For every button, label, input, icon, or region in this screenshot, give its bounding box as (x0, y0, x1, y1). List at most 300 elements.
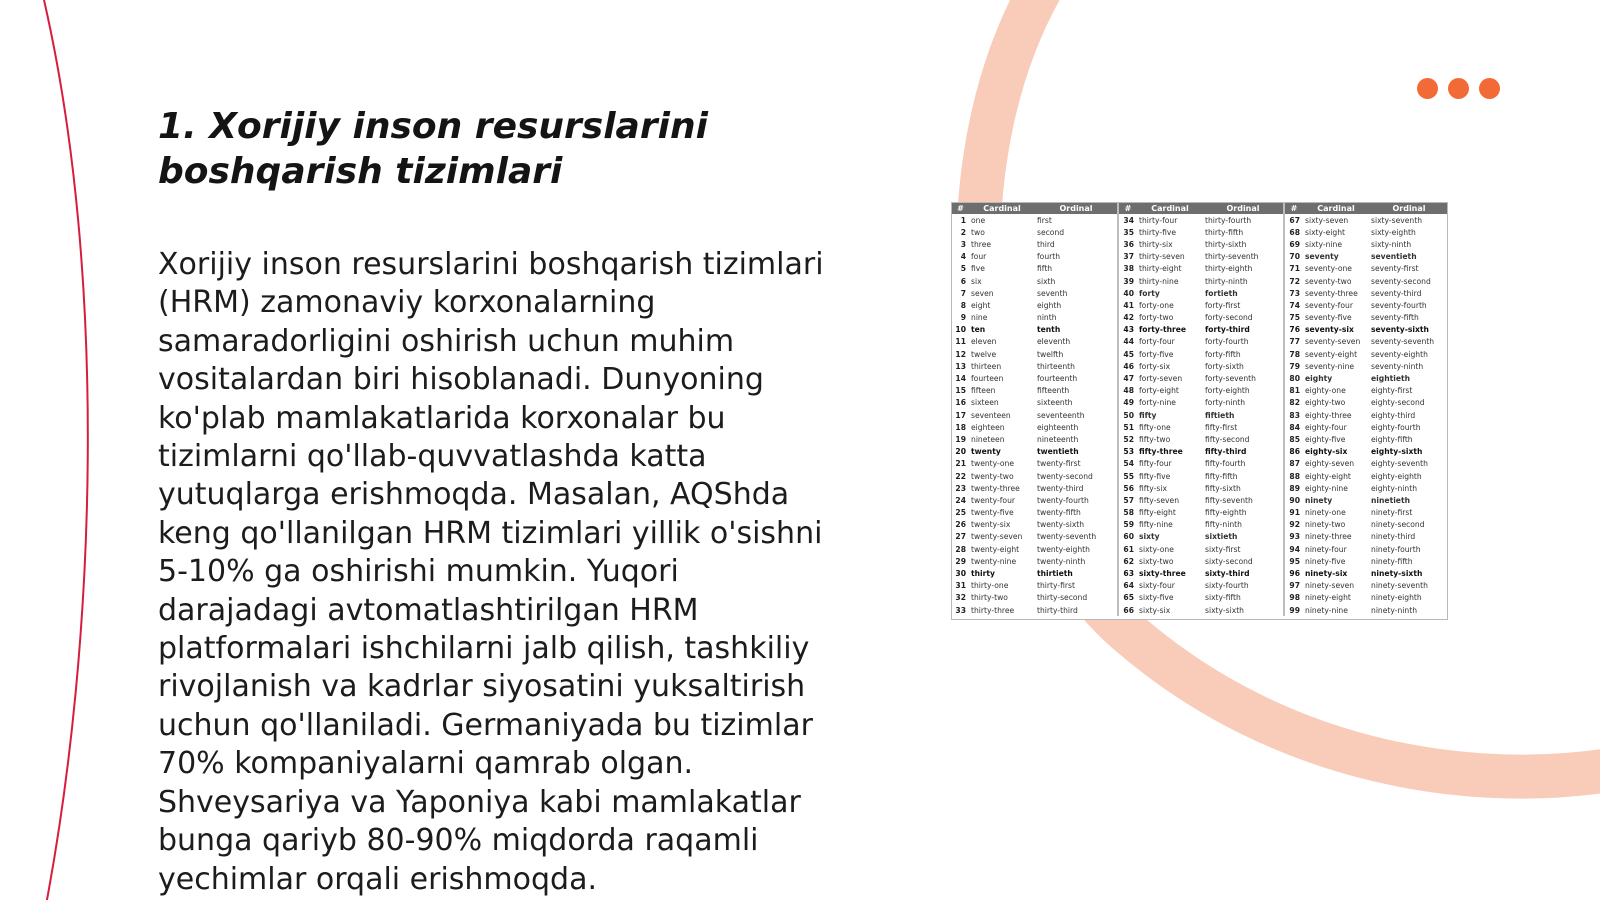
table-ordinal-cell: ninety-second (1371, 520, 1425, 530)
table-number-cell: 69 (1284, 238, 1303, 250)
table-cardinal-cell: seventeen (971, 410, 1011, 420)
table-ordinal-cell: sixth (1037, 276, 1056, 286)
table-ordinal-cell: ninety-seventh (1371, 581, 1428, 591)
table-cardinal-cell: forty-eight (1139, 386, 1179, 396)
table-ordinal-cell: ninety-fifth (1371, 556, 1413, 566)
table-number-cell: 97 (1284, 580, 1303, 592)
table-ordinal-cell: forty-sixth (1205, 361, 1244, 371)
table-ordinal-cell: twenty-fifth (1037, 508, 1081, 518)
table-ordinal-cell: sixty-eighth (1371, 227, 1416, 237)
table-number-cell: 56 (1118, 482, 1137, 494)
table-ordinal-cell: seventy-third (1371, 288, 1422, 298)
table-ordinal-cell: sixty-seventh (1371, 215, 1423, 225)
table-ordinal-cell: eighty-eighth (1371, 471, 1422, 481)
dot-icon (1448, 78, 1469, 99)
table-number-cell: 21 (955, 459, 966, 469)
table-cardinal-cell: eighteen (971, 422, 1005, 432)
table-number-cell: 47 (1118, 372, 1137, 384)
table-number-cell: 20 (955, 447, 966, 457)
table-number-cell: 55 (1118, 470, 1137, 482)
table-row (952, 433, 1448, 445)
table-ordinal-cell: eightieth (1371, 374, 1411, 384)
table-number-cell: 38 (1118, 263, 1137, 275)
table-number-cell: 89 (1284, 482, 1303, 494)
table-ordinal-cell: ninety-ninth (1371, 605, 1418, 615)
table-ordinal-cell: forty-second (1205, 313, 1253, 323)
table-cardinal-cell: sixty-seven (1305, 215, 1349, 225)
table-row (952, 348, 1448, 360)
table-cardinal-cell: eighty-three (1305, 410, 1352, 420)
table-ordinal-cell: fourth (1037, 252, 1061, 262)
table-row (952, 470, 1448, 482)
table-cardinal-cell: sixty-one (1139, 544, 1174, 554)
table-cardinal-cell: twelve (971, 349, 997, 359)
table-ordinal-cell: nineteenth (1037, 434, 1079, 444)
table-number-cell: 8 (960, 300, 966, 310)
table-cardinal-cell: twenty-five (971, 508, 1014, 518)
table-ordinal-cell: twenty-eighth (1037, 544, 1090, 554)
table-number-cell: 40 (1118, 287, 1137, 299)
table-header-cell: # (952, 203, 969, 214)
table-cardinal-cell: ninety (1305, 495, 1333, 505)
table-number-cell: 22 (955, 471, 966, 481)
table-ordinal-cell: eighty-fifth (1371, 434, 1413, 444)
table-number-cell: 95 (1284, 555, 1303, 567)
table-number-cell: 85 (1284, 433, 1303, 445)
table-ordinal-cell: fifty-ninth (1205, 520, 1242, 530)
table-ordinal-cell: thirty-ninth (1205, 276, 1248, 286)
table-number-cell: 13 (955, 361, 966, 371)
table-number-cell: 18 (955, 422, 966, 432)
table-ordinal-cell: seventeenth (1037, 410, 1085, 420)
table-number-cell: 72 (1284, 275, 1303, 287)
table-ordinal-cell: second (1037, 227, 1065, 237)
table-ordinal-cell: sixty-third (1205, 569, 1250, 579)
table-ordinal-cell: fifty-sixth (1205, 483, 1241, 493)
table-cardinal-cell: forty-four (1139, 337, 1175, 347)
table-cardinal-cell: fifty-two (1139, 434, 1171, 444)
table-ordinal-cell: ninety-eighth (1371, 593, 1422, 603)
table-ordinal-cell: seventy-second (1371, 276, 1431, 286)
table-number-cell: 28 (955, 544, 966, 554)
table-number-cell: 9 (960, 313, 966, 323)
table-ordinal-cell: thirty-sixth (1205, 239, 1247, 249)
table-cardinal-cell: forty-seven (1139, 374, 1183, 384)
table-ordinal-cell: eighteenth (1037, 422, 1079, 432)
table-cardinal-cell: eighty-eight (1305, 471, 1351, 481)
table-cardinal-cell: fifty (1139, 410, 1157, 420)
table-ordinal-cell: ninety-third (1371, 532, 1416, 542)
table-number-cell: 71 (1284, 263, 1303, 275)
table-number-cell: 68 (1284, 226, 1303, 238)
table-cardinal-cell: eighty (1305, 374, 1333, 384)
table-ordinal-cell: ninety-sixth (1371, 569, 1423, 579)
dot-icon (1417, 78, 1438, 99)
table-cardinal-cell: fifty-seven (1139, 495, 1180, 505)
table-ordinal-cell: thirteenth (1037, 361, 1075, 371)
table-cardinal-cell: eighty-one (1305, 386, 1346, 396)
table-ordinal-cell: fifty-fifth (1205, 471, 1238, 481)
table-cardinal-cell: ninety-two (1305, 520, 1346, 530)
table-number-cell: 58 (1118, 507, 1137, 519)
table-cardinal-cell: fifty-eight (1139, 508, 1176, 518)
table-row (952, 604, 1448, 616)
left-accent-line (44, 0, 88, 900)
table-row (952, 482, 1448, 494)
table-number-cell: 41 (1118, 299, 1137, 311)
table-number-cell: 15 (955, 386, 966, 396)
table-ordinal-cell: twenty-first (1037, 459, 1081, 469)
table-cardinal-cell: eighty-five (1305, 434, 1346, 444)
table-ordinal-cell: fourteenth (1037, 374, 1078, 384)
table-number-cell: 2 (960, 227, 966, 237)
table-number-cell: 54 (1118, 458, 1137, 470)
table-cardinal-cell: forty (1139, 288, 1160, 298)
table-row (952, 238, 1448, 250)
table-ordinal-cell: eighty-second (1371, 398, 1425, 408)
table-number-cell: 12 (955, 349, 966, 359)
table-cardinal-cell: forty-five (1139, 349, 1174, 359)
table-cardinal-cell: ninety-one (1305, 508, 1346, 518)
table-number-cell: 36 (1118, 238, 1137, 250)
table-ordinal-cell: seventy-fourth (1371, 300, 1427, 310)
table-cardinal-cell: seventy-eight (1305, 349, 1358, 359)
table-number-cell: 30 (955, 569, 966, 579)
table-cardinal-cell: fourteen (971, 374, 1004, 384)
table-cardinal-cell: twenty-three (971, 483, 1020, 493)
table-ordinal-cell: sixtieth (1205, 532, 1238, 542)
table-number-cell: 59 (1118, 519, 1137, 531)
table-ordinal-cell: fifty-fourth (1205, 459, 1246, 469)
table-body (952, 214, 1448, 616)
table-cardinal-cell: forty-three (1139, 325, 1187, 335)
table-cardinal-cell: fifty-six (1139, 483, 1167, 493)
table-row (952, 324, 1448, 336)
table-cardinal-cell: sixty (1139, 532, 1160, 542)
table-number-cell: 11 (955, 337, 966, 347)
slide-title: 1. Xorijiy inson resurslarini boshqarish tizimlari (158, 106, 708, 192)
table-cardinal-cell: seventy-six (1305, 325, 1354, 335)
table-ordinal-cell: eighty-first (1371, 386, 1413, 396)
table-ordinal-cell: ninetieth (1371, 495, 1410, 505)
table-ordinal-cell: fiftieth (1205, 410, 1235, 420)
table-cardinal-cell: forty-two (1139, 313, 1174, 323)
table-cardinal-cell: twenty-one (971, 459, 1015, 469)
table-number-cell: 14 (955, 374, 966, 384)
table-ordinal-cell: ninety-first (1371, 508, 1413, 518)
table-header-row (952, 203, 1448, 214)
table-row (952, 275, 1448, 287)
table-row (952, 494, 1448, 506)
table-ordinal-cell: fifty-eighth (1205, 508, 1247, 518)
table-number-cell: 62 (1118, 555, 1137, 567)
table-ordinal-cell: ninth (1037, 313, 1057, 323)
table-number-cell: 87 (1284, 458, 1303, 470)
table-ordinal-cell: ninety-fourth (1371, 544, 1421, 554)
table-header-cell: Cardinal (969, 203, 1035, 214)
table-ordinal-cell: fifth (1037, 264, 1053, 274)
table-row (952, 409, 1448, 421)
table-number-cell: 53 (1118, 446, 1137, 458)
table-cardinal-cell: sixty-five (1139, 593, 1174, 603)
table-number-cell: 43 (1118, 324, 1137, 336)
table-cardinal-cell: ninety-six (1305, 569, 1348, 579)
table-number-cell: 70 (1284, 251, 1303, 263)
table-cardinal-cell: eighty-seven (1305, 459, 1355, 469)
table-ordinal-cell: twenty-ninth (1037, 556, 1086, 566)
table-cardinal-cell: nine (971, 313, 988, 323)
table-ordinal-cell: fifty-second (1205, 434, 1250, 444)
table-cardinal-cell: sixty-two (1139, 556, 1174, 566)
table-ordinal-cell: twenty-sixth (1037, 520, 1085, 530)
table-cardinal-cell: sixty-six (1139, 605, 1171, 615)
table-number-cell: 88 (1284, 470, 1303, 482)
table-ordinal-cell: forty-fourth (1205, 337, 1249, 347)
table-cardinal-cell: thirty-four (1139, 215, 1178, 225)
table-ordinal-cell: thirty-fifth (1205, 227, 1244, 237)
table-cardinal-cell: eight (971, 300, 991, 310)
table-ordinal-cell: fortieth (1205, 288, 1238, 298)
table-cardinal-cell: twenty (971, 447, 1001, 457)
table-row (952, 446, 1448, 458)
table-cardinal-cell: thirty-nine (1139, 276, 1179, 286)
table-number-cell: 34 (1118, 214, 1137, 226)
table-cardinal-cell: one (971, 215, 986, 225)
table-ordinal-cell: sixty-fifth (1205, 593, 1241, 603)
table-number-cell: 49 (1118, 397, 1137, 409)
table-cardinal-cell: eighty-six (1305, 447, 1348, 457)
table-cardinal-cell: eighty-nine (1305, 483, 1348, 493)
table-number-cell: 10 (955, 325, 966, 335)
table-number-cell: 73 (1284, 287, 1303, 299)
table-cardinal-cell: eleven (971, 337, 997, 347)
table-row (952, 372, 1448, 384)
table-number-cell: 66 (1118, 604, 1137, 616)
table-ordinal-cell: forty-third (1205, 325, 1250, 335)
table-number-cell: 51 (1118, 421, 1137, 433)
table-cardinal-cell: ninety-nine (1305, 605, 1348, 615)
table-number-cell: 82 (1284, 397, 1303, 409)
table-row (952, 312, 1448, 324)
table-cardinal-cell: seventy-one (1305, 264, 1352, 274)
table-ordinal-cell: tenth (1037, 325, 1061, 335)
table-row (952, 299, 1448, 311)
table-cardinal-cell: thirteen (971, 361, 1002, 371)
table-ordinal-cell: seventy-eighth (1371, 349, 1428, 359)
table-number-cell: 39 (1118, 275, 1137, 287)
table-ordinal-cell: sixty-fourth (1205, 581, 1249, 591)
table-number-cell: 32 (955, 593, 966, 603)
table-row (952, 226, 1448, 238)
table-cardinal-cell: ninety-seven (1305, 581, 1355, 591)
table-cardinal-cell: seventy (1305, 252, 1339, 262)
table-number-cell: 94 (1284, 543, 1303, 555)
table-cardinal-cell: ninety-five (1305, 556, 1346, 566)
table-cardinal-cell: seventy-nine (1305, 361, 1355, 371)
table-cardinal-cell: five (971, 264, 985, 274)
table-cardinal-cell: seventy-seven (1305, 337, 1361, 347)
table-cardinal-cell: fifty-three (1139, 447, 1183, 457)
table-number-cell: 98 (1284, 592, 1303, 604)
table-row (952, 214, 1448, 226)
table-number-cell: 1 (960, 215, 966, 225)
table-row (952, 336, 1448, 348)
table-number-cell: 99 (1284, 604, 1303, 616)
dot-icon (1479, 78, 1500, 99)
table-cardinal-cell: seventy-five (1305, 313, 1352, 323)
table-number-cell: 61 (1118, 543, 1137, 555)
table-number-cell: 79 (1284, 360, 1303, 372)
table-cardinal-cell: seventy-two (1305, 276, 1352, 286)
table-row (952, 543, 1448, 555)
table-number-cell: 24 (955, 495, 966, 505)
table-header-cell: Cardinal (1303, 203, 1369, 214)
table-number-cell: 77 (1284, 336, 1303, 348)
table-cardinal-cell: sixty-nine (1305, 239, 1343, 249)
table-ordinal-cell: sixty-sixth (1205, 605, 1244, 615)
table-row (952, 397, 1448, 409)
table-ordinal-cell: thirty-eighth (1205, 264, 1253, 274)
table-row (952, 421, 1448, 433)
table-ordinal-cell: seventy-sixth (1371, 325, 1429, 335)
table-ordinal-cell: fifty-first (1205, 422, 1238, 432)
table-row (952, 580, 1448, 592)
table-ordinal-cell: eighty-third (1371, 410, 1416, 420)
table-ordinal-cell: twenty-fourth (1037, 495, 1089, 505)
table-ordinal-cell: forty-ninth (1205, 398, 1246, 408)
table-number-cell: 80 (1284, 372, 1303, 384)
table-cardinal-cell: twenty-seven (971, 532, 1023, 542)
table-cardinal-cell: seventy-four (1305, 300, 1353, 310)
table-cardinal-cell: fifteen (971, 386, 996, 396)
table-ordinal-cell: thirty-seventh (1205, 252, 1259, 262)
table-ordinal-cell: third (1037, 239, 1055, 249)
table-ordinal-cell: first (1037, 215, 1052, 225)
table-cardinal-cell: sixty-four (1139, 581, 1175, 591)
table-number-cell: 57 (1118, 494, 1137, 506)
table-header-cell: Ordinal (1035, 203, 1118, 214)
table-cardinal-cell: twenty-two (971, 471, 1014, 481)
table-ordinal-cell: sixty-second (1205, 556, 1253, 566)
table-number-cell: 60 (1118, 531, 1137, 543)
table-cardinal-cell: sixty-eight (1305, 227, 1346, 237)
table-ordinal-cell: thirty-first (1037, 581, 1075, 591)
table-cardinal-cell: seventy-three (1305, 288, 1358, 298)
table-number-cell: 5 (960, 264, 966, 274)
table-number-cell: 48 (1118, 385, 1137, 397)
table-ordinal-cell: fifteenth (1037, 386, 1070, 396)
table-cardinal-cell: eighty-four (1305, 422, 1347, 432)
table-number-cell: 96 (1284, 567, 1303, 579)
table-ordinal-cell: seventy-ninth (1371, 361, 1424, 371)
table-number-cell: 33 (955, 605, 966, 615)
table-number-cell: 17 (955, 410, 966, 420)
table-cardinal-cell: thirty-eight (1139, 264, 1182, 274)
table-number-cell: 78 (1284, 348, 1303, 360)
table-ordinal-cell: thirtieth (1037, 569, 1073, 579)
table-cardinal-cell: forty-six (1139, 361, 1171, 371)
table-number-cell: 29 (955, 556, 966, 566)
table-number-cell: 50 (1118, 409, 1137, 421)
number-table-image (951, 202, 1448, 620)
table-ordinal-cell: forty-seventh (1205, 374, 1256, 384)
table-ordinal-cell: forty-eighth (1205, 386, 1250, 396)
table-cardinal-cell: thirty (971, 569, 995, 579)
table-cardinal-cell: nineteen (971, 434, 1005, 444)
table-cardinal-cell: fifty-five (1139, 471, 1171, 481)
table-cardinal-cell: thirty-six (1139, 239, 1173, 249)
table-ordinal-cell: twelfth (1037, 349, 1064, 359)
table-number-cell: 92 (1284, 519, 1303, 531)
table-ordinal-cell: twenty-second (1037, 471, 1093, 481)
table-row (952, 519, 1448, 531)
table-row (952, 385, 1448, 397)
table-cardinal-cell: ninety-three (1305, 532, 1352, 542)
table-cardinal-cell: thirty-two (971, 593, 1008, 603)
table-ordinal-cell: twenty-seventh (1037, 532, 1097, 542)
table-number-cell: 93 (1284, 531, 1303, 543)
table-ordinal-cell: eleventh (1037, 337, 1071, 347)
table-ordinal-cell: fifty-seventh (1205, 495, 1253, 505)
table-number-cell: 64 (1118, 580, 1137, 592)
table-ordinal-cell: seventy-first (1371, 264, 1419, 274)
table-number-cell: 6 (960, 276, 966, 286)
table-cardinal-cell: thirty-seven (1139, 252, 1185, 262)
table-row (952, 592, 1448, 604)
table-cardinal-cell: ninety-four (1305, 544, 1347, 554)
table-row (952, 360, 1448, 372)
table-ordinal-cell: seventy-fifth (1371, 313, 1419, 323)
table-number-cell: 84 (1284, 421, 1303, 433)
table-cardinal-cell: sixteen (971, 398, 999, 408)
table-ordinal-cell: forty-first (1205, 300, 1241, 310)
table-number-cell: 7 (960, 288, 966, 298)
table-ordinal-cell: sixty-ninth (1371, 239, 1412, 249)
table-ordinal-cell: eighty-seventh (1371, 459, 1428, 469)
table-number-cell: 4 (960, 252, 966, 262)
table-number-cell: 31 (955, 581, 966, 591)
table-row (952, 531, 1448, 543)
table-ordinal-cell: sixty-first (1205, 544, 1241, 554)
table-number-cell: 16 (955, 398, 966, 408)
table-ordinal-cell: twentieth (1037, 447, 1079, 457)
table-cardinal-cell: twenty-eight (971, 544, 1020, 554)
dots-decoration (1417, 78, 1500, 99)
table-number-cell: 91 (1284, 507, 1303, 519)
table-ordinal-cell: forty-fifth (1205, 349, 1241, 359)
table-number-cell: 37 (1118, 251, 1137, 263)
table-number-cell: 75 (1284, 312, 1303, 324)
table-number-cell: 25 (955, 508, 966, 518)
table-number-cell: 46 (1118, 360, 1137, 372)
table-cardinal-cell: fifty-one (1139, 422, 1171, 432)
table-cardinal-cell: thirty-five (1139, 227, 1177, 237)
table-ordinal-cell: thirty-third (1037, 605, 1078, 615)
table-number-cell: 3 (960, 239, 966, 249)
table-ordinal-cell: eighty-sixth (1371, 447, 1423, 457)
table-number-cell: 45 (1118, 348, 1137, 360)
table-cardinal-cell: forty-one (1139, 300, 1174, 310)
table-cardinal-cell: twenty-nine (971, 556, 1017, 566)
table-ordinal-cell: twenty-third (1037, 483, 1084, 493)
table-cardinal-cell: eighty-two (1305, 398, 1346, 408)
table-number-cell: 65 (1118, 592, 1137, 604)
table-cardinal-cell: six (971, 276, 982, 286)
table-ordinal-cell: seventh (1037, 288, 1068, 298)
table-header-cell: Ordinal (1369, 203, 1448, 214)
table-cardinal-cell: seven (971, 288, 994, 298)
table-cardinal-cell: ninety-eight (1305, 593, 1351, 603)
